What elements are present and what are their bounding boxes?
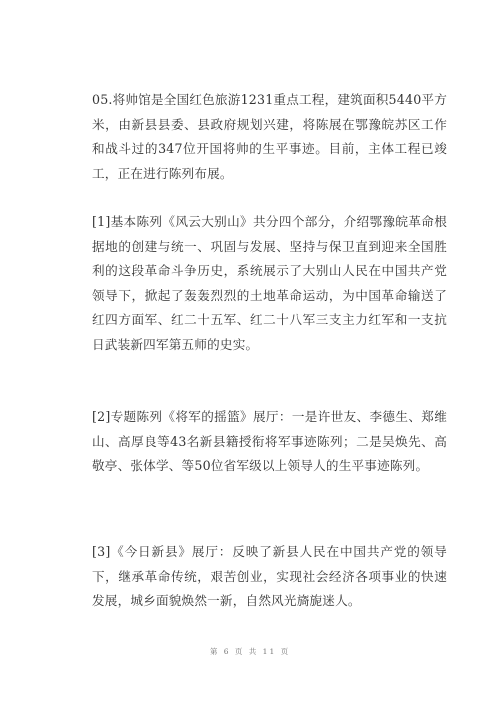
page-footer: 第 6 页 共 11 页 (209, 647, 291, 656)
paragraph-general-hall: 05.将帅馆是全国红色旅游1231重点工程，建筑面积5440平方米，由新县县委、县政府规划兴建，将陈展在鄂豫皖苏区工作和战斗过的347位开国将帅的生平事迹。目前，主体工程已竣工，正在进行陈列布展。 (92, 92, 447, 181)
paragraph-today-xinxian: [3]《今日新县》展厅：反映了新县人民在中国共产党的领导下，继承革命传统，艰苦创业，实现社会经济各项事业的快速发展，城乡面貌焕然一新，自然风光旖旎迷人。 (92, 544, 447, 608)
paragraph-special-exhibition: [2]专题陈列《将军的摇篮》展厅：一是许世友、李德生、郑维山、高厚良等43名新县籍授衔将军事迹陈列；二是吴焕先、高敬亭、张体学、等50位省军级以上领导人的生平事迹陈列。 (92, 409, 447, 473)
paragraph-basic-exhibition: [1]基本陈列《风云大别山》共分四个部分，介绍鄂豫皖革命根据地的创建与统一、巩固与发展、坚持与保卫直到迎来全国胜利的这段革命斗争历史，系统展示了大别山人民在中国共产党领导下，掀起了轰轰烈烈的土地革命运动，为中国革命输送了红四方面军、红二十五军、红二十八军三支主力红军和一支抗日武装新四军第五师的史实。 (92, 214, 447, 352)
